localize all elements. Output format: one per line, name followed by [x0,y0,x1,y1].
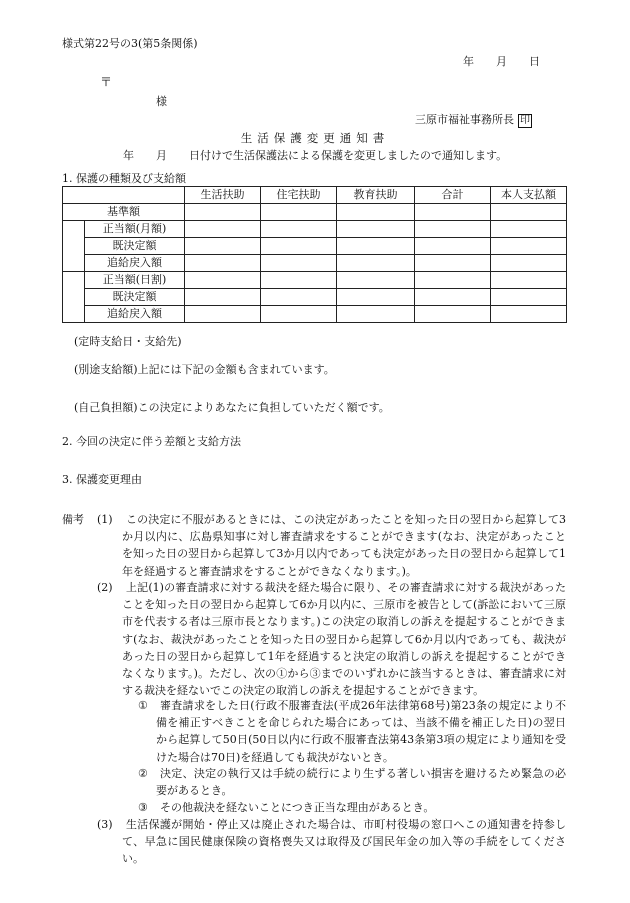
table-cell [185,204,261,221]
table-cell [185,272,261,289]
table-cell [261,272,337,289]
clause-3-number: ③ [138,801,148,814]
table-cell [415,204,491,221]
table-cell [491,289,567,306]
section3-heading: 3. 保護変更理由 [62,473,142,486]
row-label: 基準額 [63,204,185,221]
table-cell [415,272,491,289]
clause-3-text: その他裁決を経ないことにつき正当な理由があるとき。 [160,801,435,814]
table-cell [185,289,261,306]
table-cell [415,289,491,306]
regular-payment-note: (定時支給日・支給先) [74,335,182,348]
postal-mark: 〒 [100,75,113,89]
table-row [63,272,567,289]
row-label: 既決定額 [85,289,185,306]
table-cell [337,238,415,255]
note-3-text: 生活保護が開始・停止又は廃止された場合は、市町村役場の窓口へこの通知書を持参して、早急に国民健康保険の資格喪失又は取得及び国民年金の加入等の手続をしてください。 [122,818,566,866]
table-cell [337,289,415,306]
row-label: 追給戻入額 [85,306,185,323]
section2-heading: 2. 今回の決定に伴う差額と支給方法 [62,435,241,448]
table-cell [261,306,337,323]
form-number: 様式第22号の3(第5条関係) [62,37,198,50]
table-row [63,221,567,238]
table-cell [261,221,337,238]
column-header: 住宅扶助 [261,187,337,204]
group-cell-daily [63,272,85,323]
table-cell [491,255,567,272]
clause-1-number: ① [138,699,148,712]
table-header-row [63,187,567,204]
seal-mark: 印 [520,115,530,126]
row-label: 追給戻入額 [85,255,185,272]
table-cell [261,204,337,221]
table-cell [491,204,567,221]
table-row [63,289,567,306]
table-cell [261,289,337,306]
separate-payment-note: (別途支給額)上記には下記の金額も含まれています。 [74,363,335,376]
table-cell [491,238,567,255]
table-cell [185,255,261,272]
note-3-number: (3) [97,818,113,831]
document-title: 生活保護変更通知書 [240,131,390,145]
table-cell [415,306,491,323]
table-cell [185,221,261,238]
note-1-number: (1) [97,513,113,526]
column-header: 合計 [415,187,491,204]
addressee-suffix: 様 [156,95,167,108]
date-line: 年 月 日 [463,55,540,68]
table-cell [491,306,567,323]
intro-text: 年 月 日付けで生活保護法による保護を変更しましたので通知します。 [123,149,508,162]
row-label: 正当額(月額) [85,221,185,238]
table-cell [491,272,567,289]
section1-heading: 1. 保護の種類及び支給額 [62,172,186,185]
self-pay-note: (自己負担額)この決定によりあなたに負担していただく額です。 [74,401,390,414]
clause-1-text: 審査請求をした日(行政不服審査法(平成26年法律第68号)第23条の規定により不備を補正すべきことを命じられた場合にあっては、当該不備を補正した日)の翌日から起算して50日(50日以内に行政不服審査法第43条第3項の規定により通知を受けた場合は70日)を経過しても裁決がないとき。 [156,699,566,764]
column-header: 教育扶助 [337,187,415,204]
column-header: 本人支払額 [491,187,567,204]
row-label: 既決定額 [85,238,185,255]
table-cell [491,221,567,238]
table-cell [415,221,491,238]
row-label: 正当額(日割) [85,272,185,289]
note-2-text: 上記(1)の審査請求に対する裁決を経た場合に限り、その審査請求に対する裁決があったことを知った日の翌日から起算して6か月以内に、三原市を被告として(訴訟において三原市を代表する者は三原市長となります。)この決定の取消しの訴えを提起することができます(なお、裁決があったことを知った日の翌日から起算して6か月以内であっても、裁決があった日の翌日から起算して1年を経過すると決定の取消しの訴えを提起することができなくなります。)。ただし、次の①から③までのいずれかに該当するときは、審査請求に対する裁決を経ないでこの決定の取消しの訴えを提起することができます。 [122,581,566,698]
table-cell [337,255,415,272]
table-cell [261,255,337,272]
table-cell [337,272,415,289]
table-cell [185,238,261,255]
table-cell [337,306,415,323]
table-row [63,255,567,272]
benefit-table [62,186,567,323]
table-row [63,238,567,255]
table-row [63,306,567,323]
clause-2-number: ② [138,767,148,780]
note-2-number: (2) [97,581,113,594]
table-cell [415,238,491,255]
table-corner-cell [63,187,185,204]
notes-label: 備考 [62,513,84,526]
issuer-name: 三原市福祉事務所長 [415,113,514,126]
note-1-text: この決定に不服があるときには、この決定があったことを知った日の翌日から起算して3か月以内に、広島県知事に対し審査請求をすることができます(なお、決定があったことを知った日の翌日から起算して3か月以内であっても決定があった日の翌日から起算して1年を経過すると審査請求をすることができなくなります。)。 [122,513,566,578]
issuer-line [415,112,532,128]
table-cell [415,255,491,272]
table-cell [185,306,261,323]
table-row [63,204,567,221]
column-header: 生活扶助 [185,187,261,204]
table-cell [337,221,415,238]
group-cell-monthly [63,221,85,272]
clause-2-text: 決定、決定の執行又は手続の続行により生ずる著しい損害を避けるため緊急の必要があるとき。 [156,767,566,798]
table-cell [261,238,337,255]
table-cell [337,204,415,221]
